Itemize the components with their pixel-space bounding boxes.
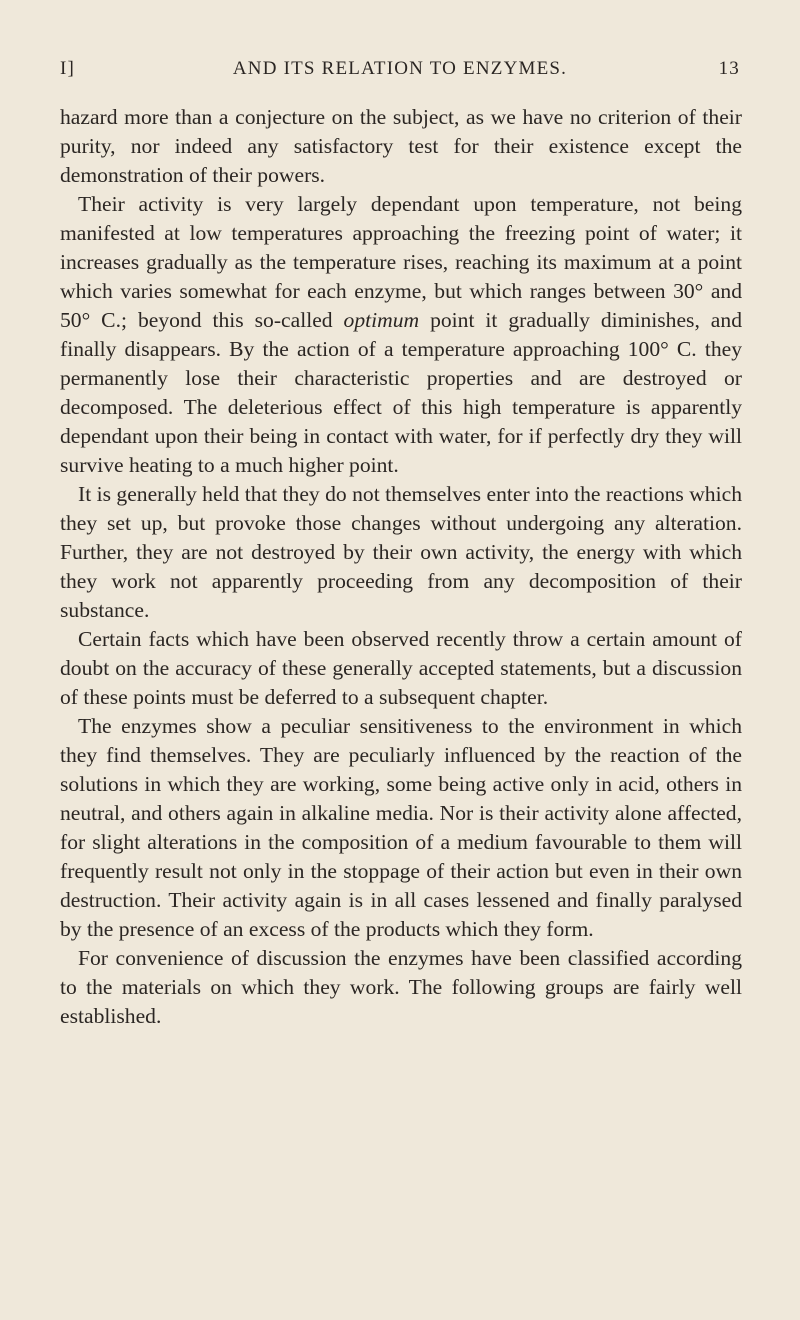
- paragraph-temperature-text-a: Their activity is very largely dependant upon temperature, not being manifested at low temperatures approaching the freezing point of water; it increases gradually as the temperature rises, reaching its maximum at a point which varies somewhat for each enzyme, but which ranges between 30° and 50° C.; beyond this so-called: [60, 192, 742, 332]
- body-text: [60, 103, 742, 1031]
- chapter-marker: I]: [60, 58, 76, 79]
- paragraph-reactions: It is generally held that they do not themselves enter into the reactions which they set up, but provoke those changes without undergoing any alteration. Further, they are not destroyed by their own activity, the energy with which they work not apparently proceeding from any decomposition of their substance.: [60, 482, 742, 622]
- optimum-emphasis: optimum: [343, 308, 420, 332]
- paragraph-doubt: Certain facts which have been observed recently throw a certain amount of doubt on the accuracy of these generally accepted statements, but a discussion of these points must be deferred to a subsequent chapter.: [60, 627, 742, 709]
- paragraph-temperature: [60, 190, 742, 480]
- paragraph-temperature-text-b: point it gradually diminishes, and finally disappears. By the action of a temperature approaching 100° C. they permanently lose their characteristic properties and are destroyed or decomposed. The deleterious effect of this high temperature is apparently dependant upon their being in contact with water, for if perfectly dry they will survive heating to a much higher point.: [60, 308, 742, 477]
- paragraph-environment: The enzymes show a peculiar sensitiveness to the environment in which they find themselves. They are peculiarly influenced by the reaction of the solutions in which they are working, some being active only in acid, others in neutral, and others again in alkaline media. Nor is their activity alone affected, for slight alterations in the composition of a medium favourable to them will frequently result not only in the stoppage of their action but even in their own destruction. Their activity again is in all cases lessened and finally paralysed by the presence of an excess of the products which they form.: [60, 714, 742, 941]
- running-head: [60, 58, 740, 88]
- running-title: AND ITS RELATION TO ENZYMES.: [232, 58, 568, 79]
- paragraph-continuation: hazard more than a conjecture on the subject, as we have no criterion of their purity, nor indeed any satisfactory test for their existence except the demonstration of their powers.: [60, 105, 742, 187]
- page-number: 13: [718, 58, 740, 79]
- paragraph-classification: For convenience of discussion the enzymes have been classified according to the materials on which they work. The following groups are fairly well established.: [60, 946, 742, 1028]
